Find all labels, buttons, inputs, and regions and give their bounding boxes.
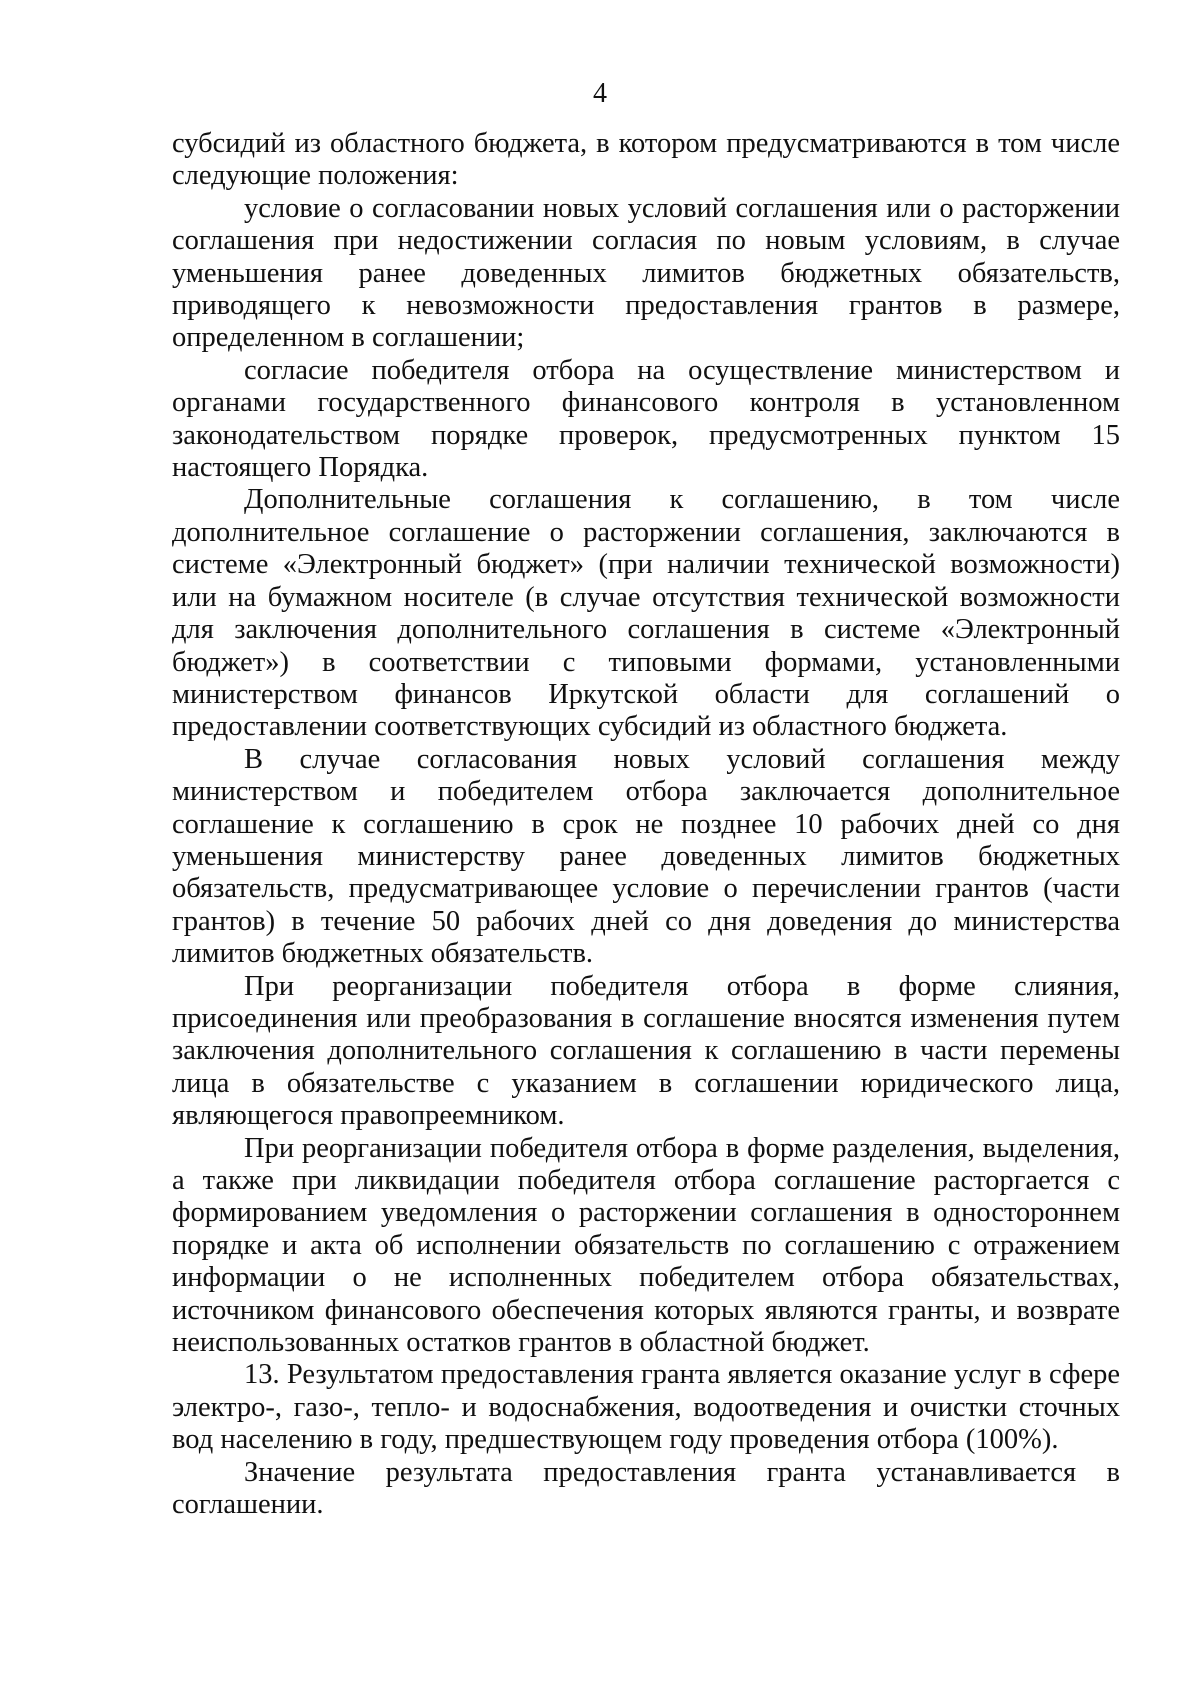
paragraph-continuation: субсидий из областного бюджета, в котором предусматриваются в том числе следующие положения: [172,128,1120,192]
paragraph-grant-result: 13. Результатом предоставления гранта является оказание услуг в сфере электро-, газо-, тепло- и водоснабжения, водоотведения и очистки сточных вод населению в году, предшествующем году проведения отбора (100%). [172,1359,1120,1456]
paragraph-result-value: Значение результата предоставления гранта устанавливается в соглашении. [172,1456,1120,1521]
paragraph-new-conditions: В случае согласования новых условий соглашения между министерством и победителем отбора заключается дополнительное соглашение к соглашению в срок не позднее 10 рабочих дней со дня уменьшения министерству ранее доведенных лимитов бюджетных обязательств, предусматривающее условие о перечислении грантов (части грантов) в течение 50 рабочих дней со дня доведения до министерства лимитов бюджетных обязательств. [172,743,1120,970]
document-body [172,128,1120,1521]
paragraph-consent-inspections: согласие победителя отбора на осуществление министерством и органами государственного финансового контроля в установленном законодательством порядке проверок, предусмотренных пунктом 15 настоящего Порядка. [172,354,1120,484]
paragraph-additional-agreements: Дополнительные соглашения к соглашению, в том числе дополнительное соглашение о расторжении соглашения, заключаются в системе «Электронный бюджет» (при наличии технической возможности) или на бумажном носителе (в случае отсутствия технической возможности для заключения дополнительного соглашения в системе «Электронный бюджет») в соответствии с типовыми формами, установленными министерством финансов Иркутской области для соглашений о предоставлении соответствующих субсидий из областного бюджета. [172,484,1120,743]
paragraph-termination-condition: условие о согласовании новых условий соглашения или о расторжении соглашения при недостижении согласия по новым условиям, в случае уменьшения ранее доведенных лимитов бюджетных обязательств, приводящего к невозможности предоставления грантов в размере, определенном в соглашении; [172,192,1120,354]
paragraph-reorganization-merger: При реорганизации победителя отбора в форме слияния, присоединения или преобразования в соглашение вносятся изменения путем заключения дополнительного соглашения к соглашению в части перемены лица в обязательстве с указанием в соглашении юридического лица, являющегося правопреемником. [172,970,1120,1132]
paragraph-reorganization-division: При реорганизации победителя отбора в форме разделения, выделения, а также при ликвидации победителя отбора соглашение расторгается с формированием уведомления о расторжении соглашения в одностороннем порядке и акта об исполнении обязательств по соглашению с отражением информации о не исполненных победителем отбора обязательствах, источником финансового обеспечения которых являются гранты, и возврате неиспользованных остатков грантов в областной бюджет. [172,1132,1120,1359]
page-number: 4 [593,78,607,109]
